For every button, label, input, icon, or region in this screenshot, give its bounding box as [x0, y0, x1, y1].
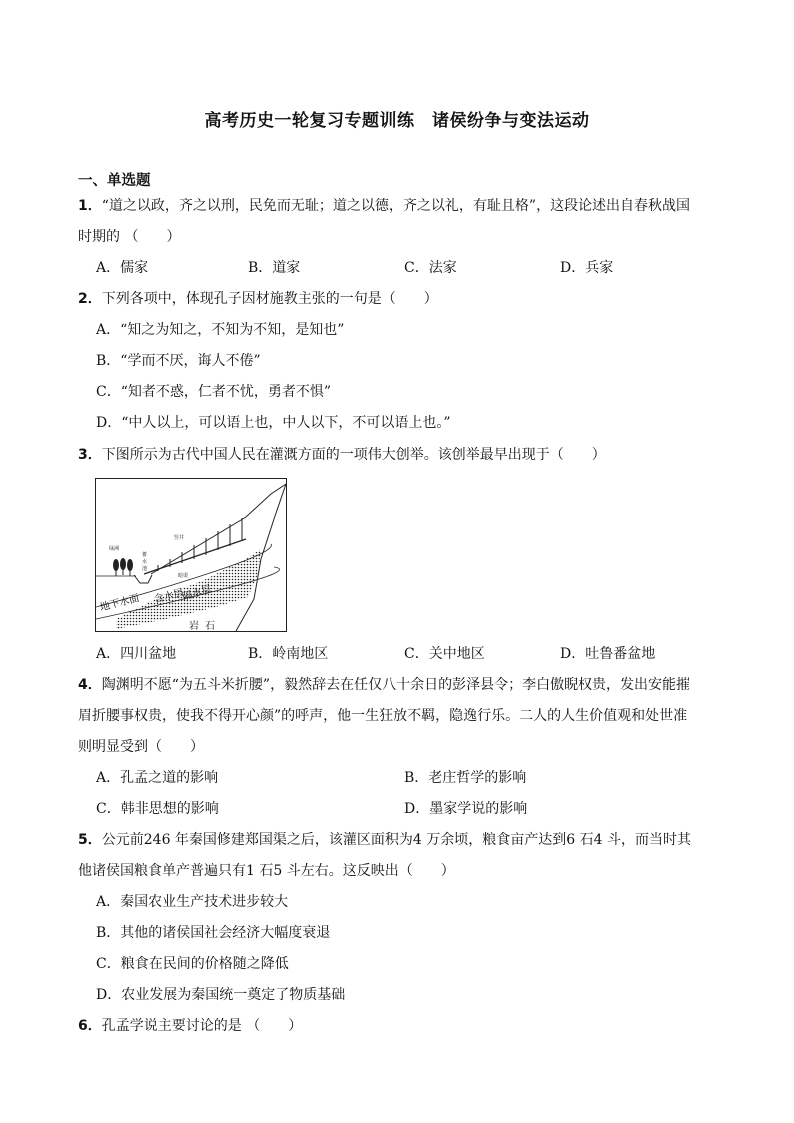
option-b[interactable]: B．“学而不厌，诲人不倦” [96, 353, 261, 369]
option-a[interactable]: A．孔孟之道的影响 [96, 770, 219, 786]
option-c[interactable]: C．粮食在民间的价格随之降低 [96, 956, 289, 972]
question-text: 陶渊明不愿“为五斗米折腰”，毅然辞去在任仅八十余日的彭泽县令；李白傲睨权贵，发出安能摧 [101, 677, 691, 693]
option-b[interactable]: B．道家 [248, 260, 301, 276]
question-3-line-1 [78, 445, 606, 465]
question-6-line-1 [78, 1016, 302, 1036]
reservoir-shape [134, 575, 152, 583]
shaft-label: 竖井 [174, 535, 185, 541]
reservoir-label: 蓄水池 [142, 552, 148, 572]
question-5-line-1 [78, 830, 691, 850]
option-d[interactable]: D．兵家 [560, 260, 614, 276]
option-b[interactable]: B．其他的诸侯国社会经济大幅度衰退 [96, 925, 331, 941]
question-2-line-1 [78, 289, 438, 309]
groundwater-label: 地下水面 [98, 593, 141, 614]
question-number: 5． [78, 832, 102, 848]
option-d[interactable]: D．农业发展为秦国统一奠定了物质基础 [96, 987, 346, 1003]
question-5-line-2: 他诸侯国粮食单产普遍只有1 石5 斗左右。这反映出（ ） [78, 863, 455, 879]
question-text: “道之以政，齐之以刑，民免而无耻；道之以德，齐之以礼，有耻且格”，这段论述出自春秋战国 [101, 198, 691, 214]
question-4-line-2: 眉折腰事权贵，使我不得开心颜”的呼声，他一生狂放不羁，隐逸行乐。二人的人生价值观和处世准 [78, 708, 688, 724]
aquiclude-label: 隔水层 [181, 583, 214, 604]
option-c[interactable]: C．法家 [404, 260, 457, 276]
option-b[interactable]: B．岭南地区 [248, 646, 329, 662]
oasis-trees [113, 558, 133, 576]
oasis-label: 绿洲 [109, 546, 120, 552]
mountain-face [236, 484, 286, 631]
option-c[interactable]: C．关中地区 [404, 646, 485, 662]
question-text: 下图所示为古代中国人民在灌溉方面的一项伟大创举。该创举最早出现于（ ） [101, 447, 606, 463]
option-b[interactable]: B．老庄哲学的影响 [404, 770, 527, 786]
question-text: 孔孟学说主要讨论的是 （ ） [101, 1018, 303, 1034]
question-text: 公元前246 年秦国修建郑国渠之后，该灌区面积为4 万余顷，粮食亩产达到6 石4 斗，而当时其 [101, 832, 691, 848]
mountain-slope [151, 484, 286, 574]
question-text: 下列各项中，体现孔子因材施教主张的一句是（ ） [101, 291, 438, 307]
aquifer-label: 含水层 [152, 587, 185, 606]
option-a[interactable]: A．秦国农业生产技术进步较大 [96, 894, 289, 910]
rock-label: 岩石 [189, 621, 221, 632]
question-1-line-1 [78, 196, 690, 216]
option-a[interactable]: A．儒家 [96, 260, 149, 276]
option-a[interactable]: A．“知之为知之，不知为不知，是知也” [96, 322, 345, 338]
page-title: 高考历史一轮复习专题训练 诸侯纷争与变法运动 [204, 111, 590, 131]
question-number: 4． [78, 677, 102, 693]
option-d[interactable]: D．“中人以上，可以语上也，中人以下，不可以语上也。” [96, 415, 451, 431]
karez-drawing [96, 479, 286, 631]
question-1-line-2: 时期的 （ ） [78, 229, 181, 245]
section-heading: 一、单选题 [78, 173, 151, 189]
question-number: 1． [78, 198, 102, 214]
question-4-line-3: 则明显受到（ ） [78, 739, 204, 755]
option-c[interactable]: C．韩非思想的影响 [96, 801, 219, 817]
question-number: 6． [78, 1018, 102, 1034]
question-number: 3． [78, 447, 102, 463]
question-4-line-1 [78, 675, 690, 695]
option-a[interactable]: A．四川盆地 [96, 646, 177, 662]
question-number: 2． [78, 291, 102, 307]
karez-diagram [95, 478, 287, 632]
option-d[interactable]: D．吐鲁番盆地 [560, 646, 656, 662]
option-c[interactable]: C．“知者不惑，仁者不忧，勇者不惧” [96, 384, 332, 400]
option-d[interactable]: D．墨家学说的影响 [404, 801, 528, 817]
canal-label: 暗渠 [178, 573, 189, 579]
